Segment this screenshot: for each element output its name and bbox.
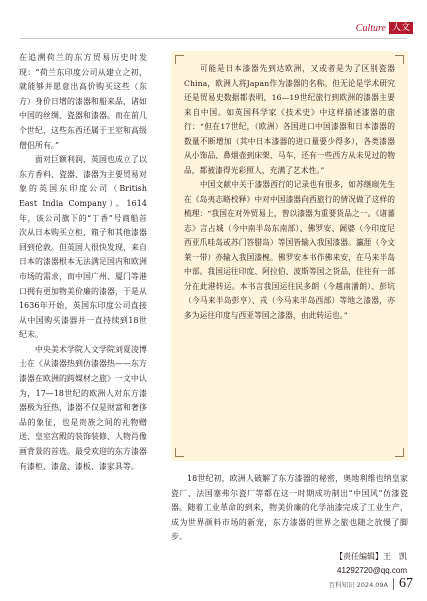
page-footer: [329, 576, 413, 592]
section-badge: 人文: [389, 22, 413, 34]
page-number: 67: [399, 576, 413, 591]
corner-mark: [395, 448, 404, 457]
left-paragraph-1: 在追溯荷兰的东方贸易历史时发现：“荷兰东印度公司从建立之初，就能够并愿意出高价购买这些（东方）身价日增的漆器和船来品，诸如中国的丝绸、瓷器和漆器。而在前几个世纪，这些东西还属于王室和高级僧侣所有。”: [19, 53, 147, 150]
header-divider: [20, 38, 407, 39]
left-paragraph-2: 面对巨额利润，英国也成立了以东方香料、瓷器、漆器为主要贸易对象的英国东印度公司（British East India Company）。1614年，该公司旗下的“丁香”号商船首次从日本购买立柜、箱子和其他漆器回到伦敦。但英国人很快发现，来自日本的漆器根本无法满足国内和欧洲市场的需求，而中国广州、厦门等港口拥有更加物美价廉的漆器，于是从1636年开始，英国东印度公司直接从中国购买漆器并一直持续到18世纪末。: [19, 155, 147, 340]
editor-email: 41292720@qq.com: [337, 566, 407, 575]
lower-section: [171, 472, 408, 545]
editor-name: 王 凯: [383, 552, 407, 561]
editor-role: 【责任编辑】: [335, 552, 383, 561]
sidebar-box: [171, 51, 408, 461]
closing-paragraph: 18世纪初，欧洲人破解了东方漆器的秘密，奥地利维也纳皇家瓷厂、法国塞弗尔瓷厂等都在这一时期成功制出“中国风”仿漆瓷器。随着工业革命的到来，物美价廉的化学油漆完成了工业生产，成为世界颜料市场的新宠，东方漆器的世界之旅也随之放慢了脚步。: [171, 474, 408, 542]
box-paragraph-1: 可能是日本漆器先到达欧洲，又或者是为了区别瓷器China，欧洲人将Japan作为漆器的名称。但无论是学术研究还是贸易史数据都表明，16—19世纪旅行到欧洲的漆器主要来自中国。如英国科学家《技术史》中这样描述漆器的旅行：“但在17世纪，（欧洲）各国进口中国漆器和日本漆器的数量不断增加（其中日本漆器的进口量要少得多），各类漆器从小饰品、鼻烟壶到床架、马车，还有一些西方从未见过的物品，都被漆得光彩照人，充满了艺术性。”: [184, 64, 395, 175]
footer-divider: [393, 578, 394, 590]
editor-credit: [335, 550, 407, 578]
left-paragraph-3: 中央美术学院人文学院刘夏凌博士在《从漆器热到仿漆器热——东方漆器在欧洲的跨媒材之旅》一文中认为，17—18世纪的欧洲人对东方漆器极为狂热，漆器不仅是财富和奢侈品的象征，也是贵族之间的礼物赠送、皇室宫殿的装饰装修、人物肖像画背景的首选。最受欢迎的东方漆器有漆柜、漆盒、漆板、漆家具等。: [19, 344, 147, 471]
corner-mark: [175, 55, 184, 64]
corner-mark: [175, 448, 184, 457]
section-label-en: Culture: [355, 22, 386, 34]
magazine-issue: 百科知识 2024.09A: [328, 580, 388, 589]
editor-line: [335, 550, 407, 564]
box-paragraph-2: 中国文献中关于漆器西行的记录也有很多，如苏继庼先生在《岛夷志略校释》中对中国漆器向西旅行的情况做了这样的梳理：“我国在对外贸易上，曾以漆器为重要货品之一。《诸蕃志》言占城（今中南半岛东南部）、佛罗安、阇婆（今印度尼西亚爪哇岛或苏门答腊岛）等国皆输入我国漆器。瀛涯（今文莱一带）亦输入我国漆椀。佛罗安本书作佛来安，在马来半岛中部。我国运往印度、阿拉伯、波斯等国之货品，往往有一部分在此港转运。本书言我国运往民多朗（今越南潘朗）、彭坑（今马来半岛彭亨）、戎（今马来半岛西部）等地之漆器，亦多为运往印度与西亚等国之漆器，由此转运也。”: [184, 180, 395, 320]
left-column: [19, 51, 147, 474]
section-header: [356, 22, 413, 34]
corner-mark: [395, 55, 404, 64]
